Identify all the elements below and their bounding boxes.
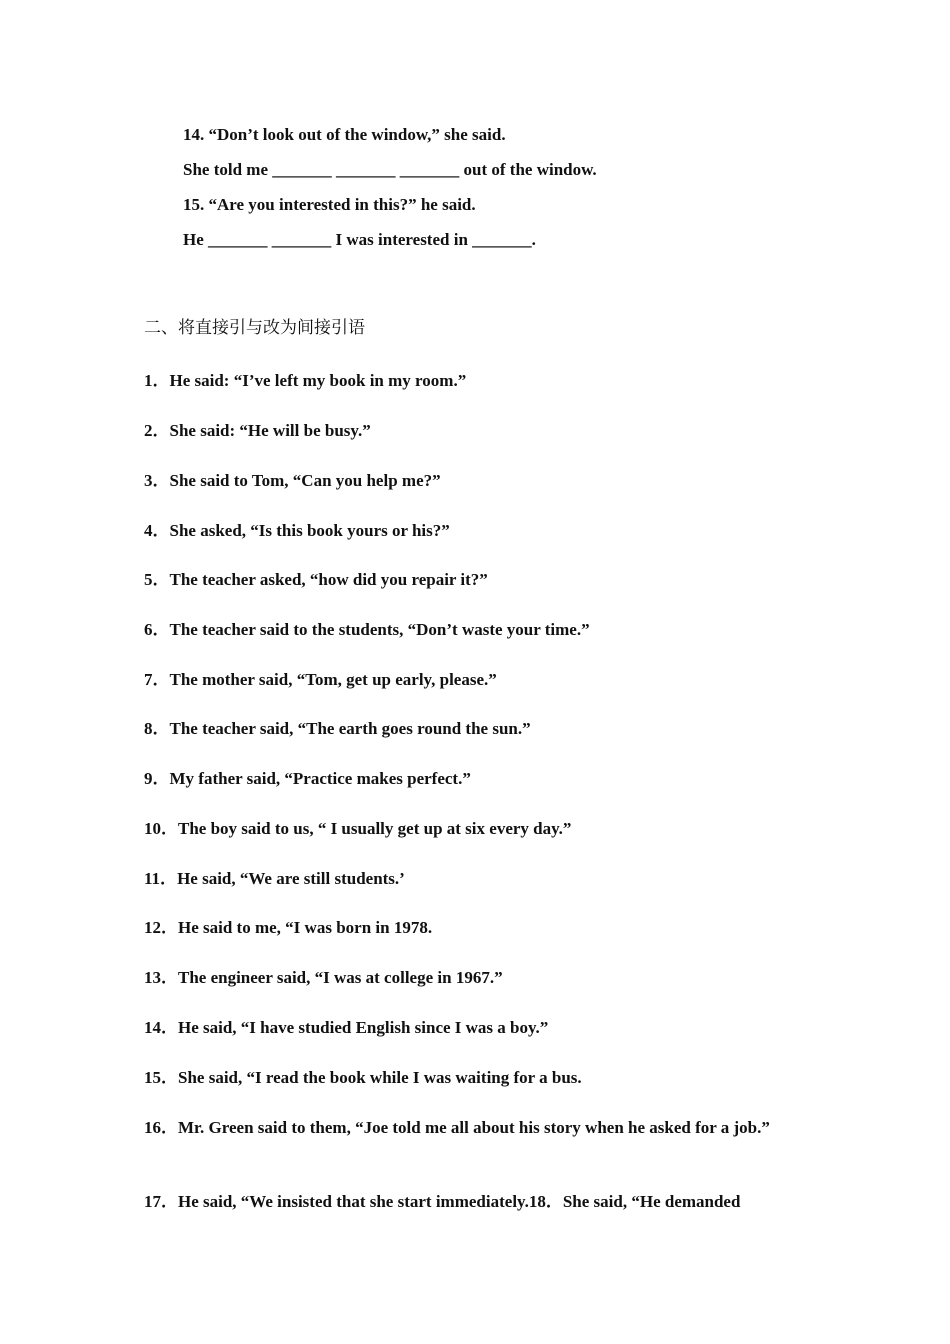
item-number: 11．: [144, 869, 178, 888]
item-text: The mother said, “Tom, get up early, please.”: [169, 670, 497, 689]
item-number: 5．: [144, 570, 170, 589]
item-text: He said, “We insisted that she start immediately.18．She said, “He demanded: [178, 1192, 741, 1211]
item-text: The teacher asked, “how did you repair it?”: [169, 570, 488, 589]
list-item: [144, 966, 814, 990]
item-text: He said, “I have studied English since I was a boy.”: [178, 1018, 549, 1037]
list-item: [144, 1116, 814, 1140]
exercise-15-prompt: 15. “Are you interested in this?” he said.: [183, 195, 476, 214]
item-number: 8．: [144, 719, 170, 738]
item-number: 7．: [144, 670, 170, 689]
item-number: 15．: [144, 1068, 178, 1087]
item-text: The engineer said, “I was at college in 1967.”: [178, 968, 503, 987]
item-number: 2．: [144, 421, 170, 440]
item-number: 14．: [144, 1018, 178, 1037]
item-number: 16．: [144, 1118, 178, 1137]
item-number: 6．: [144, 620, 170, 639]
item-number: 9．: [144, 769, 170, 788]
item-number: 1．: [144, 371, 170, 390]
item-text: My father said, “Practice makes perfect.”: [169, 769, 471, 788]
item-text: The boy said to us, “ I usually get up at six every day.”: [178, 819, 572, 838]
item-number: 17．: [144, 1192, 178, 1211]
item-text: She asked, “Is this book yours or his?”: [169, 521, 450, 540]
item-text: She said: “He will be busy.”: [169, 421, 371, 440]
item-number: 4．: [144, 521, 170, 540]
exercise-15-answer-line: He _______ _______ I was interested in _______.: [183, 230, 536, 249]
list-item: [144, 916, 814, 940]
item-text: He said: “I’ve left my book in my room.”: [169, 371, 467, 390]
item-text: Mr. Green said to them, “Joe told me all about his story when he asked for a job.”: [178, 1118, 770, 1137]
list-item: [144, 867, 814, 891]
list-item: [144, 1066, 814, 1090]
list-item: [144, 767, 814, 791]
list-item: [144, 618, 814, 642]
list-item: [144, 668, 814, 692]
item-number: 3．: [144, 471, 170, 490]
item-text: She said to Tom, “Can you help me?”: [169, 471, 441, 490]
item-number: 12．: [144, 918, 178, 937]
item-text: The teacher said, “The earth goes round the sun.”: [169, 719, 531, 738]
item-number: 13．: [144, 968, 178, 987]
exercise-14-prompt: 14. “Don’t look out of the window,” she said.: [183, 125, 506, 144]
list-item: [144, 419, 814, 443]
section-two-heading: 二、将直接引与改为间接引语: [144, 318, 365, 338]
list-item: [144, 469, 814, 493]
list-item: [144, 1016, 814, 1040]
list-item: [144, 568, 814, 592]
list-item: [144, 519, 814, 543]
item-number: 10．: [144, 819, 178, 838]
item-text: She said, “I read the book while I was waiting for a bus.: [178, 1068, 582, 1087]
exercise-14-answer-line: She told me _______ _______ _______ out of the window.: [183, 160, 597, 179]
item-text: He said, “We are still students.’: [177, 869, 405, 888]
list-item: [144, 1190, 814, 1214]
item-text: The teacher said to the students, “Don’t waste your time.”: [169, 620, 590, 639]
list-item: [144, 717, 814, 741]
list-item: [144, 817, 814, 841]
item-text: He said to me, “I was born in 1978.: [178, 918, 433, 937]
list-item: [144, 369, 814, 393]
